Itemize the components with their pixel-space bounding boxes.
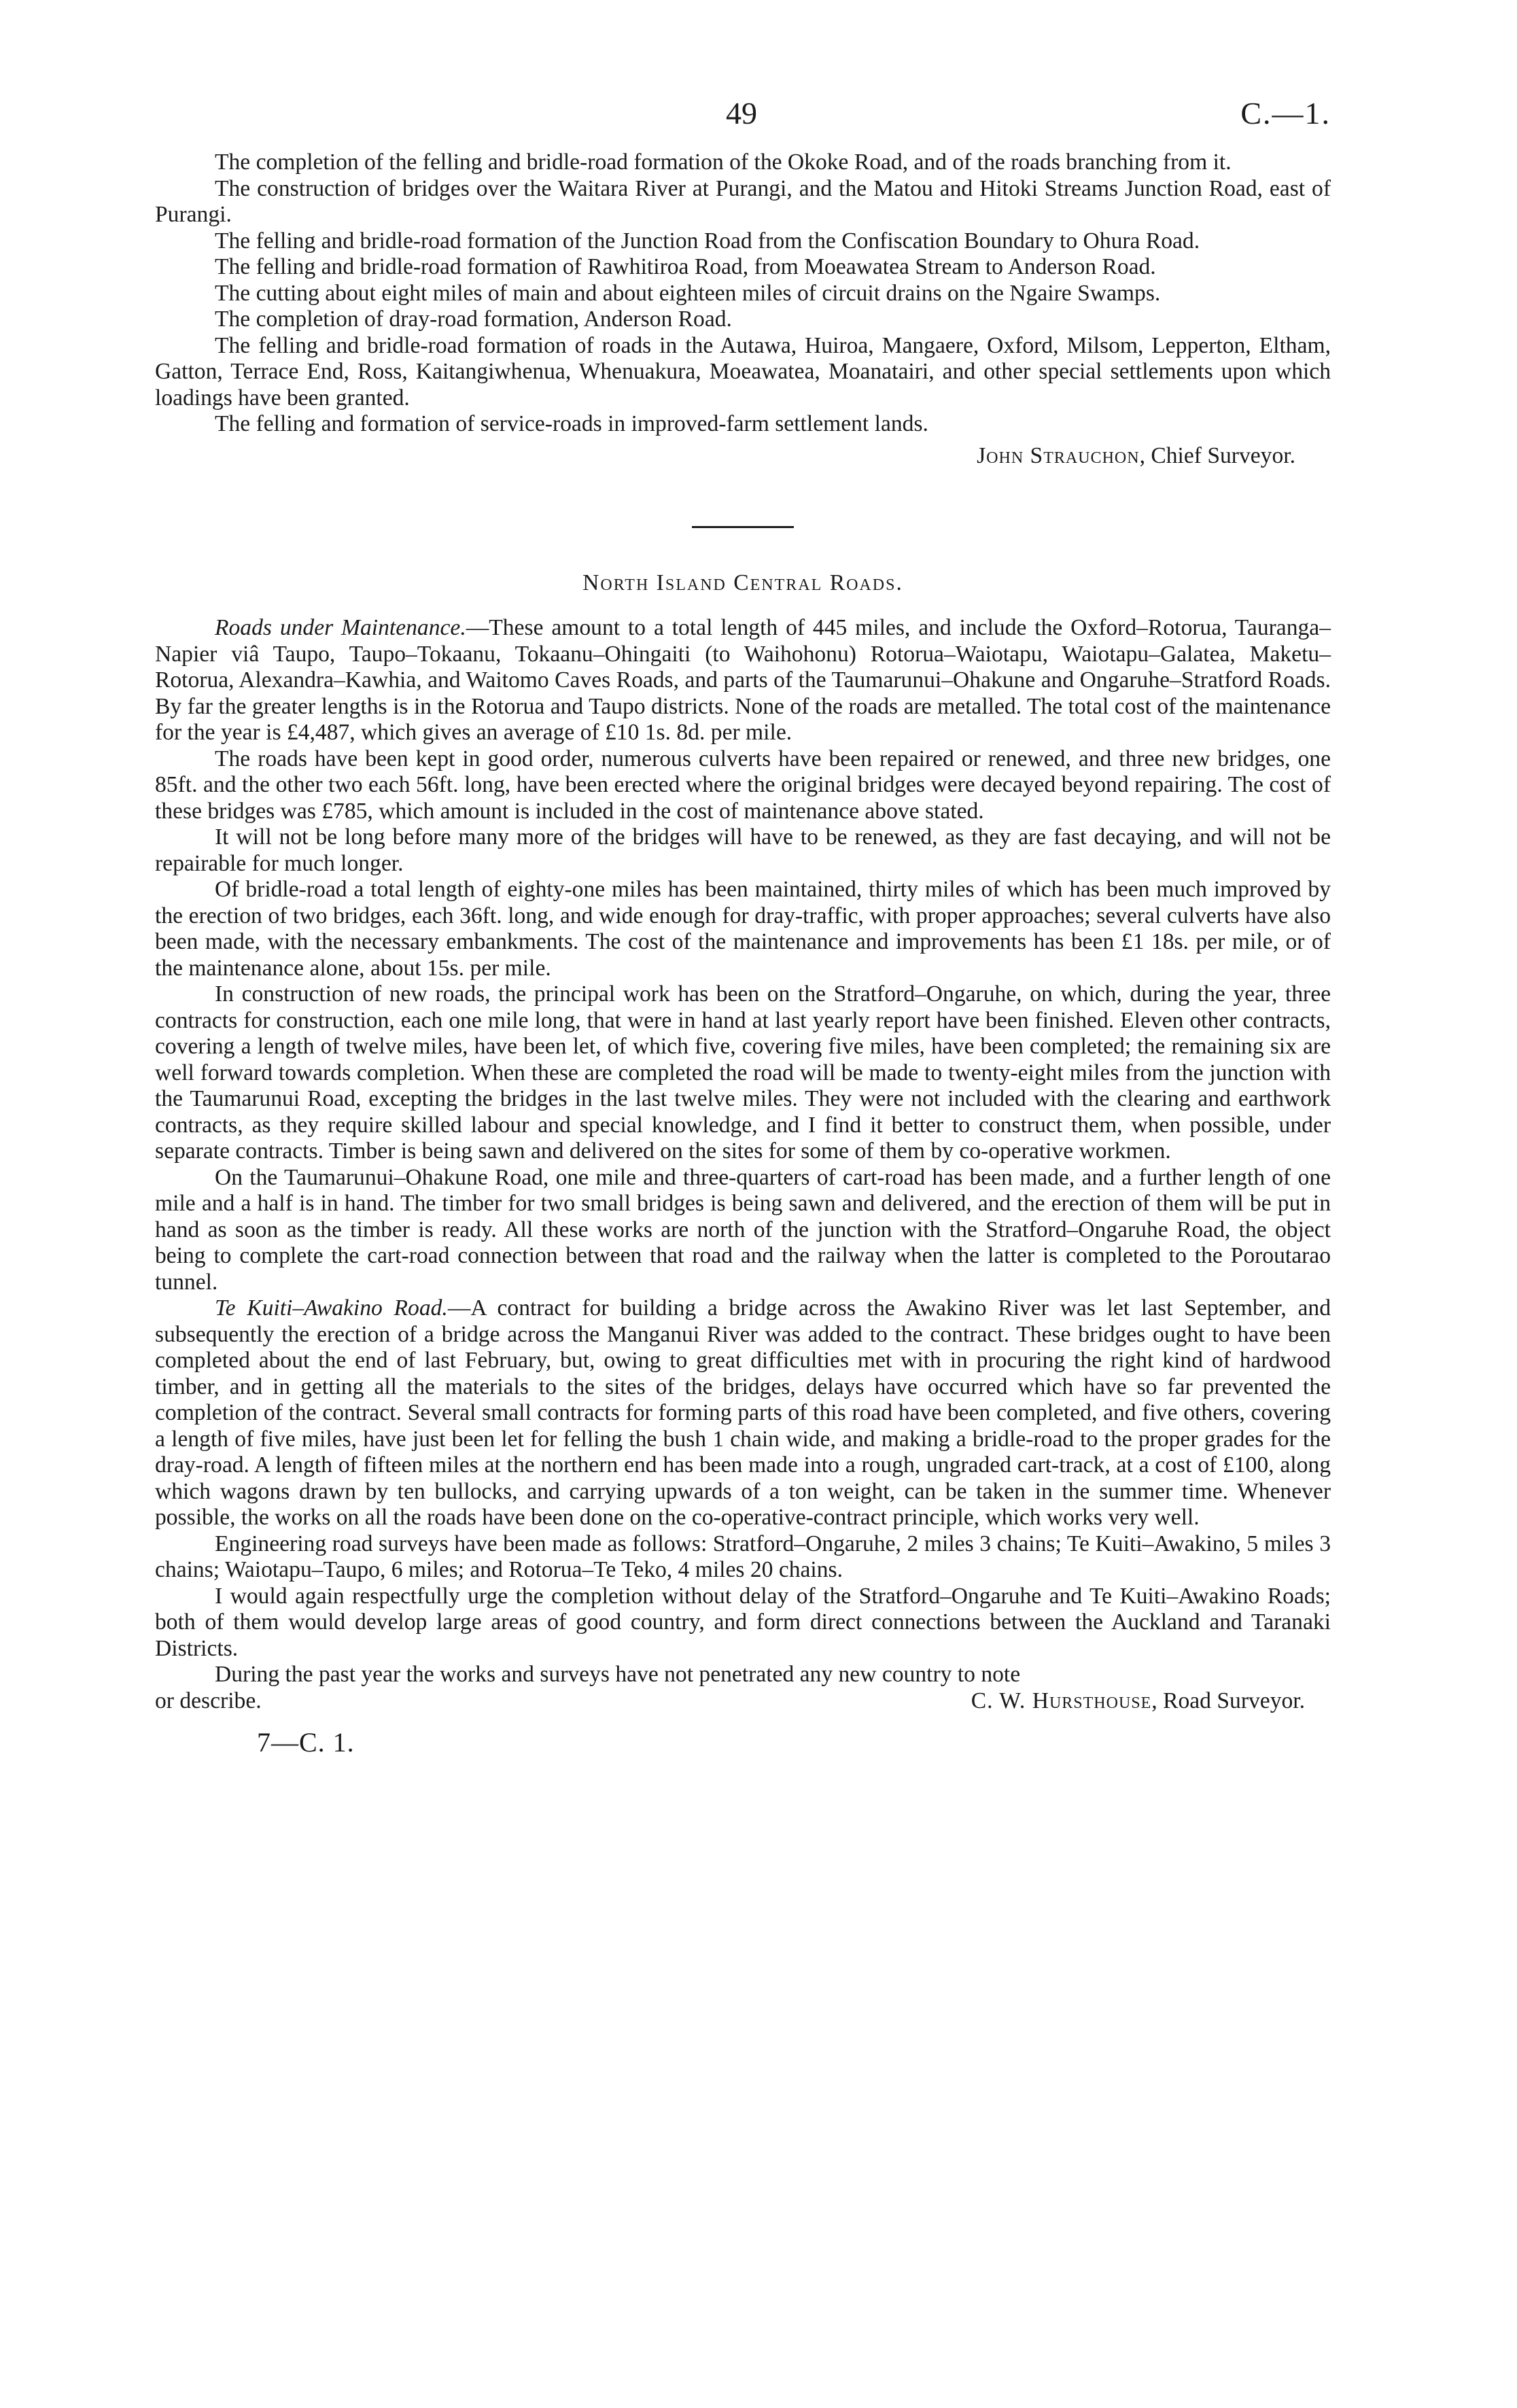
paragraph: It will not be long before many more of the bridges will have to be renewed, as they are fast decaying, and will not be repairable for much longer. xyxy=(155,824,1331,876)
paragraph: The felling and formation of service-roads in improved-farm settlement lands. xyxy=(215,411,928,436)
paragraph-roads-maintenance xyxy=(155,615,1331,746)
paragraph: The felling and bridle-road formation of Rawhitiroa Road, from Moeawatea Stream to Anderson Road. xyxy=(215,254,1156,279)
paragraph: On the Taumarunui–Ohakune Road, one mile and three-quarters of cart-road has been made, and a further length of one mile and a half is in hand. The timber for two small bridges is being sawn and delivered, and the erection of them will be put in hand as soon as the timber is ready. All these works are north of the junction with the Stratford–Ongaruhe Road, the object being to complete the cart-road connection between that road and the railway when the latter is completed to the Poroutarao tunnel. xyxy=(155,1164,1331,1295)
paragraph-closing: During the past year the works and surveys have not penetrated any new country to note xyxy=(215,1662,1021,1687)
paragraph: The completion of dray-road formation, Anderson Road. xyxy=(215,307,732,332)
signature-name: C. W. Hursthouse xyxy=(971,1688,1152,1713)
paragraph: I would again respectfully urge the completion without delay of the Stratford–Ongaruhe and Te Kuiti–Awakino Roads; both of them would develop large areas of good country, and form direct connections between the Auckland and Taranaki Districts. xyxy=(155,1583,1331,1661)
signature-chief-surveyor xyxy=(155,443,1331,470)
paragraph-body: —These amount to a total length of 445 miles, and include the Oxford–Rotorua, Tauranga–Napier viâ Taupo, Taupo–Tokaanu, Tokaanu–Ohingaiti (to Waihohonu) Rotorua–Waiotapu, Waiotapu–Galatea, Maketu–Rotorua, Alexandra–Kawhia, and Waitomo Caves Roads, and parts of the Taumarunui–Ohakune and Ongaruhe–Stratford Roads. By far the greater lengths is in the Rotorua and Taupo districts. None of the roads are metalled. The total cost of the maintenance for the year is £4,487, which gives an average of £10 1s. 8d. per mile. xyxy=(155,615,1331,745)
paragraph: The felling and bridle-road formation of roads in the Autawa, Huiroa, Mangaere, Oxford, Milsom, Lepperton, Eltham, Gatton, Terrace End, Ross, Kaitangiwhenua, Whenuakura, Moeawatea, Moanatairi, and other special settlements upon which loadings have been granted. xyxy=(155,332,1331,411)
closing-line xyxy=(155,1688,1331,1715)
paragraph-lead: Roads under Maintenance. xyxy=(215,615,466,640)
paragraph: The felling and bridle-road formation of the Junction Road from the Confiscation Boundary to Ohura Road. xyxy=(215,228,1200,254)
closing-text: or describe. xyxy=(155,1688,262,1713)
paragraph: The roads have been kept in good order, numerous culverts have been repaired or renewed, and three new bridges, one 85ft. and the other two each 56ft. long, have been erected where the original bridges were decayed beyond repairing. The cost of these bridges was £785, which amount is included in the cost of maintenance above stated. xyxy=(155,746,1331,824)
signature-title: , Road Surveyor. xyxy=(1151,1688,1305,1713)
section-divider xyxy=(692,526,794,528)
paragraph-te-kuiti-awakino xyxy=(155,1295,1331,1531)
section-north-island-central-roads xyxy=(155,570,1331,1714)
paragraph-lead: Te Kuiti–Awakino Road. xyxy=(215,1295,448,1321)
paragraph: Of bridle-road a total length of eighty-one miles has been maintained, thirty miles of which has been much improved by the erection of two bridges, each 36ft. long, and wide enough for dray-traffic, with proper approaches; several culverts have also been made, with the necessary embankments. The cost of the maintenance and improvements has been £1 18s. per mile, or of the maintenance alone, about 15s. per mile. xyxy=(155,877,1331,981)
document-page xyxy=(155,0,1331,1758)
page-number: 49 xyxy=(726,96,757,130)
paragraph: The completion of the felling and bridle-road formation of the Okoke Road, and of the roads branching from it. xyxy=(215,150,1232,175)
page-header xyxy=(155,0,1331,150)
footer-reference: 7—C. 1. xyxy=(257,1727,355,1758)
section-chief-surveyor-report xyxy=(155,150,1331,469)
section-heading: North Island Central Roads. xyxy=(582,570,903,595)
signature-road-surveyor xyxy=(971,1688,1305,1715)
paragraph: The cutting about eight miles of main and about eighteen miles of circuit drains on the Ngaire Swamps. xyxy=(215,280,1161,306)
signature-title: , Chief Surveyor. xyxy=(1139,442,1295,468)
document-reference: C.—1. xyxy=(1240,96,1331,130)
paragraph: Engineering road surveys have been made as follows: Stratford–Ongaruhe, 2 miles 3 chains; Te Kuiti–Awakino, 5 miles 3 chains; Waiotapu–Taupo, 6 miles; and Rotorua–Te Teko, 4 miles 20 chains. xyxy=(155,1531,1331,1582)
signature-name: John Strauchon xyxy=(977,442,1140,468)
paragraph: In construction of new roads, the principal work has been on the Stratford–Ongaruhe, on which, during the year, three contracts for construction, each one mile long, that were in hand at last yearly report have been finished. Eleven other contracts, covering a length of twelve miles, have been let, of which five, covering five miles, have been completed; the remaining six are well forward towards completion. When these are completed the road will be made to twenty-eight miles from the junction with the Taumarunui Road, excepting the bridges in the last twelve miles. They were not included with the clearing and earthwork contracts, as they require skilled labour and special knowledge, and I find it better to construct them, when possible, under separate contracts. Timber is being sawn and delivered on the sites for some of them by co-operative workmen. xyxy=(155,981,1331,1164)
paragraph-body: —A contract for building a bridge across the Awakino River was let last September, and subsequently the erection of a bridge across the Manganui River was added to the contract. These bridges ought to have been completed about the end of last February, but, owing to great difficulties met with in procuring the right kind of hardwood timber, and in getting all the materials to the sites of the bridges, delays have occurred which have so far prevented the completion of the contract. Several small contracts for forming parts of this road have been completed, and five others, covering a length of five miles, have just been let for felling the bush 1 chain wide, and making a bridle-road to the proper grades for the dray-road. A length of fifteen miles at the northern end has been made into a rough, ungraded cart-track, at a cost of £100, along which wagons drawn by ten bullocks, and carrying upwards of a ton weight, can be taken in the summer time. Whenever possible, the works on all the roads have been done on the co-operative-contract principle, which works very well. xyxy=(155,1295,1331,1530)
paragraph: The construction of bridges over the Waitara River at Purangi, and the Matou and Hitoki Streams Junction Road, east of Purangi. xyxy=(155,175,1331,227)
